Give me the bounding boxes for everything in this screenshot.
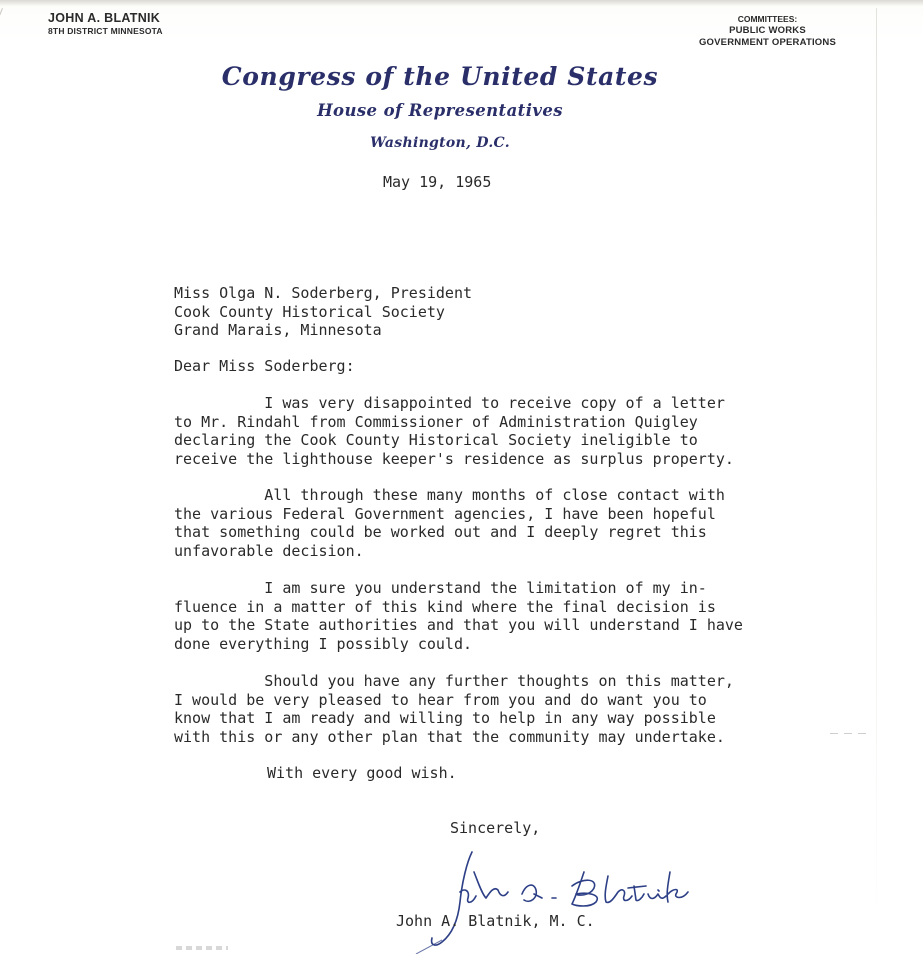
letterhead-house: House of Representatives xyxy=(317,101,563,120)
paragraph xyxy=(174,394,734,468)
paragraph-line: to Mr. Rindahl from Commissioner of Administration Quigley xyxy=(174,412,698,431)
recipient-address xyxy=(174,284,472,340)
paragraph-line: receive the lighthouse keeper's residence as surplus property. xyxy=(174,449,734,468)
paragraph-line: I am sure you understand the limitation of my in- xyxy=(174,579,707,597)
committees-block xyxy=(699,14,836,48)
paragraph-line: that something could be worked out and I deeply regret this xyxy=(174,523,707,541)
paragraph-line: unfavorable decision. xyxy=(174,541,364,560)
sender-district: 8TH DISTRICT MINNESOTA xyxy=(48,26,163,36)
handwritten-signature xyxy=(412,842,702,954)
address-line: Grand Marais, Minnesota xyxy=(174,321,382,339)
paragraph-line: Should you have any further thoughts on this matter, xyxy=(174,672,734,690)
signature-name: John A. Blatnik, M. C. xyxy=(396,912,595,930)
salutation: Dear Miss Soderberg: xyxy=(174,357,355,375)
paragraph-line: fluence in a matter of this kind where the final decision is xyxy=(174,597,716,616)
letterhead-city: Washington, D.C. xyxy=(370,135,510,151)
paragraph-line: declaring the Cook County Historical Society ineligible to xyxy=(174,431,698,449)
margin-mark xyxy=(830,733,870,734)
letter-date: May 19, 1965 xyxy=(383,173,492,191)
letterhead-congress: Congress of the United States xyxy=(221,62,659,91)
paragraph-line: with this or any other plan that the community may undertake. xyxy=(174,727,725,746)
sign-off: Sincerely, xyxy=(450,819,541,837)
committees-label: COMMITTEES: xyxy=(737,14,798,24)
address-line: Miss Olga N. Soderberg, President xyxy=(174,284,473,302)
paragraph xyxy=(174,672,734,746)
committee-public-works: PUBLIC WORKS xyxy=(729,25,806,36)
paragraph-line: I was very disappointed to receive copy of a letter xyxy=(174,394,725,412)
typist-initials-partial xyxy=(176,946,228,950)
page-top-edge xyxy=(0,0,923,6)
closing-wish: With every good wish. xyxy=(267,764,457,782)
paragraph-line: done everything I possibly could. xyxy=(174,634,473,653)
committee-government-operations: GOVERNMENT OPERATIONS xyxy=(698,37,836,48)
paragraph xyxy=(174,579,743,653)
sender-name: JOHN A. BLATNIK xyxy=(48,11,161,25)
paragraph-line: up to the State authorities and that you will understand I have xyxy=(174,616,743,634)
paragraph-line: the various Federal Government agencies, I have been hopeful xyxy=(174,504,716,523)
paragraph-line: I would be very pleased to hear from you and do want you to xyxy=(174,690,707,709)
address-line: Cook County Historical Society xyxy=(174,302,445,321)
sender-block xyxy=(48,11,163,36)
paragraph-line: All through these many months of close contact with xyxy=(174,486,725,504)
paragraph-line: know that I am ready and willing to help in any way possible xyxy=(174,709,716,727)
paragraph xyxy=(174,486,725,560)
